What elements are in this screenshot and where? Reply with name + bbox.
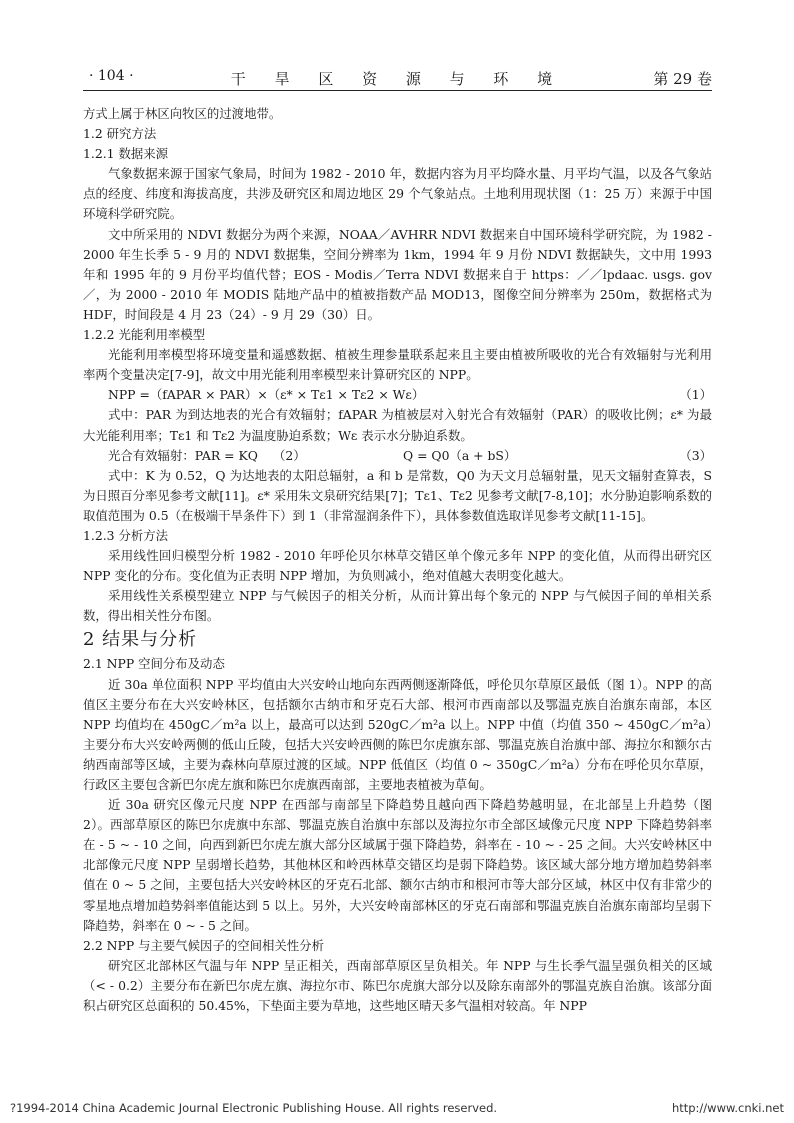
- heading-2-1: 2.1 NPP 空间分布及动态: [83, 656, 225, 672]
- paragraph-model-2: 式中：PAR 为到达地表的光合有效辐射；fAPAR 为植被层对入射光合有效辐射（PAR）的吸收比例；ε* 为最大光能利用率；Tε1 和 Tε2 为温度胁迫系数；Wε 表示水分胁迫系数。: [83, 407, 712, 443]
- paragraph-results-2: 近 30a 研究区像元尺度 NPP 在西部与南部呈下降趋势且越向西下降趋势越明显，在北部呈上升趋势（图 2）。西部草原区的陈巴尔虎旗中东部、鄂温克族自治旗中东部以及海拉尔市全部区域像元尺度 NPP 下降趋势斜率在 - 5 ~ - 10 之间，向西到新巴尔虎左旗大部分区域属于强下降趋势，斜率在 - 10 ~ - 25 之间。大兴安岭林区中北部像元尺度 NPP 呈弱增长趋势，其他林区和岭西林草交错区均是弱下降趋势。该区域大部分地方增加趋势斜率值在 0 ~ 5 之间，主要包括大兴安岭林区的牙克石北部、额尔古纳市和根河市等大部分区域，林区中仅有非常少的零星地点增加趋势斜率值能达到 5 以上。另外，大兴安岭南部林区的牙克石南部和鄂温克族自治旗东南部均呈弱下降趋势，斜率在 0 ~ - 5 之间。: [83, 797, 712, 933]
- header-rule: [83, 90, 712, 91]
- heading-1-2-3: 1.2.3 分析方法: [83, 527, 169, 543]
- equation-1-number: （1）: [679, 387, 712, 403]
- equation-2-expression: 光合有效辐射：PAR = KQ: [108, 447, 258, 463]
- copyright-notice: ?1994-2014 China Academic Journal Electronic Publishing House. All rights reserved.: [10, 1101, 498, 1115]
- paragraph-results-1: 近 30a 单位面积 NPP 平均值由大兴安岭山地向东西两侧逐渐降低，呼伦贝尔草原区最低（图 1）。NPP 的高值区主要分布在大兴安岭林区，包括额尔古纳市和牙克石大部、根河市西南部以及鄂温克族自治旗东南部，本区 NPP 均值均在 450gC／m²a 以上，最高可以达到 520gC／m²a 以上。NPP 中值（均值 350 ~ 450gC／m²a）主要分布大兴安岭两侧的低山丘陵，包括大兴安岭西侧的陈巴尔虎旗东部、鄂温克族自治旗中部、海拉尔和额尔古纳西南部等区域，主要为森林向草原过渡的区域。NPP 低值区（均值 0 ~ 350gC／m²a）分布在呼伦贝尔草原，行政区主要包含新巴尔虎左旗和陈巴尔虎旗西南部，主要地表植被为草甸。: [83, 676, 712, 792]
- heading-1-2-2: 1.2.2 光能利用率模型: [83, 327, 206, 343]
- equation-2-3: [83, 446, 712, 466]
- equation-2-number: （2）: [273, 447, 306, 463]
- paragraph-model-1: 光能利用率模型将环境变量和遥感数据、植被生理参量联系起来且主要由植被所吸收的光合有效辐射与光利用率两个变量决定[7-9]，故文中用光能利用率模型来计算研究区的 NPP。: [83, 347, 712, 383]
- heading-1-2: 1.2 研究方法: [83, 126, 157, 142]
- equation-1-expression: NPP =（fAPAR × PAR）×（ε* × Tε1 × Tε2 × Wε）: [108, 387, 425, 403]
- article-body: [83, 104, 712, 1016]
- equation-3-number: （3）: [679, 447, 712, 463]
- paragraph-model-3: 式中：K 为 0.52，Q 为达地表的太阳总辐射，a 和 b 是常数，Q0 为天文月总辐射量，见天文辐射查算表，S 为日照百分率见参考文献[11]。ε* 采用朱文泉研究结果[7]；Tε1、Tε2 见参考文献[7-8,10]；水分胁迫影响系数的取值范围为 0.5（在极端干旱条件下）到 1（非常湿润条件下），具体参数值选取详见参考文献[11-15]。: [83, 467, 712, 523]
- equation-1: [83, 385, 712, 405]
- volume-label: 第 29 卷: [653, 70, 712, 88]
- heading-2: 2 结果与分析: [83, 629, 198, 651]
- paragraph-data-sources-2: 文中所采用的 NDVI 数据分为两个来源，NOAA／AVHRR NDVI 数据来自中国环境科学研究院，为 1982 - 2000 年生长季 5 - 9 月的 NDVI 数据集，空间分辨率为 1km，1994 年 9 月份 NDVI 数据缺失，文中用 1993 年和 1995 年的 9 月份平均值代替；EOS - Modis／Terra NDVI 数据来自于 https：／／lpdaac. usgs. gov／，为 2000 - 2010 年 MODIS 陆地产品中的植被指数产品 MOD13，图像空间分辨率为 250m，数据格式为 HDF，时间段是 4 月 23（24）- 9 月 29（30）日。: [83, 226, 712, 322]
- heading-2-2: 2.2 NPP 与主要气候因子的空间相关性分析: [83, 937, 324, 953]
- footer-url: http://www.cnki.net: [671, 1101, 784, 1115]
- paragraph-intro-tail: 方式上属于林区向牧区的过渡地带。: [83, 106, 282, 121]
- paragraph-analysis-2: 采用线性关系模型建立 NPP 与气候因子的相关分析，从而计算出每个象元的 NPP 与气候因子间的单相关系数，得出相关性分布图。: [83, 588, 712, 624]
- equation-3-expression: Q = Q0（a + bS）: [403, 447, 517, 463]
- paragraph-data-sources-1: 气象数据来源于国家气象局，时间为 1982 - 2010 年，数据内容为月平均降水量、月平均气温，以及各气象站点的经度、纬度和海拔高度，共涉及研究区和周边地区 29 个气象站点。土地利用现状图（1：25 万）来源于中国环境科学研究院。: [83, 166, 712, 222]
- page-header: [83, 68, 712, 88]
- paragraph-results-3: 研究区北部林区气温与年 NPP 呈正相关，西南部草原区呈负相关。年 NPP 与生长季气温呈强负相关的区域（< - 0.2）主要分布在新巴尔虎左旗、海拉尔市、陈巴尔虎旗大部分以及除东南部外的鄂温克族自治旗。该部分面积占研究区总面积的 50.45%，下垫面主要为草地，这些地区晴天多气温相对较高。年 NPP: [83, 957, 712, 1014]
- paragraph-analysis-1: 采用线性回归模型分析 1982 - 2010 年呼伦贝尔林草交错区单个像元多年 NPP 的变化值，从而得出研究区 NPP 变化的分布。变化值为正表明 NPP 增加，为负则减小，绝对值越大表明变化越大。: [83, 548, 712, 584]
- journal-title: 干 旱 区 资 源 与 环 境: [230, 70, 565, 88]
- page-number: · 104 ·: [89, 68, 134, 84]
- heading-1-2-1: 1.2.1 数据来源: [83, 146, 169, 162]
